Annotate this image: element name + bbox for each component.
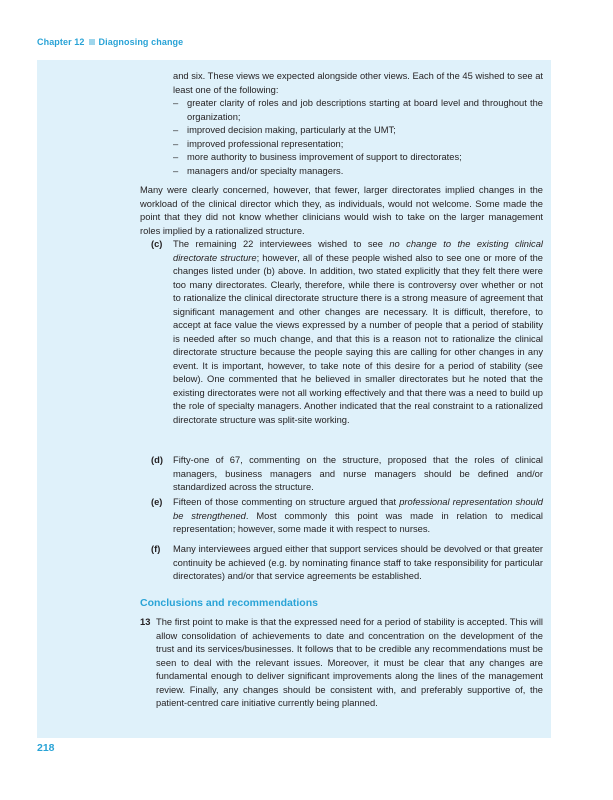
item-label: (c) — [151, 239, 163, 249]
chapter-title: Diagnosing change — [98, 37, 184, 47]
chapter-label: Chapter 12 — [37, 37, 85, 47]
list-item: – improved decision making, particularly at the UMT; — [173, 124, 543, 138]
intro-text: and six. These views we expected alongside other views. Each of the 45 wished to see at least one of the following: — [173, 71, 543, 95]
list-item: – greater clarity of roles and job descriptions starting at board level and throughout the organization; — [173, 97, 543, 124]
paragraph-number: 13 — [140, 617, 151, 627]
list-item: – managers and/or specialty managers. — [173, 165, 543, 179]
section-heading: Conclusions and recommendations — [140, 597, 318, 609]
square-separator-icon — [89, 39, 95, 45]
list-item-d: (d) Fifty-one of 67, commenting on the structure, proposed that the roles of clinical managers, business managers and nurse managers should be defined and/or standardized across the structure. — [151, 455, 543, 492]
list-item-e: (e) Fifteen of those commenting on structure argued that professional representation should be strengthened. Most commonly this point was made in relation to medical representation; however, some made it with respect to nurses. — [151, 497, 543, 534]
list-item-f: (f) Many interviewees argued either that support services should be devolved or that greater continuity be achieved (e.g. by nominating finance staff to take responsibility for particular directorates) and/or that service agreements be established. — [151, 544, 543, 581]
numbered-paragraph — [140, 616, 543, 711]
intro-block — [173, 70, 543, 178]
item-label: (d) — [151, 455, 163, 465]
page-number: 218 — [37, 742, 55, 754]
list-item: – more authority to business improvement of support to directorates; — [173, 151, 543, 165]
list-item: – improved professional representation; — [173, 138, 543, 152]
running-header — [37, 37, 183, 47]
item-label: (f) — [151, 544, 161, 554]
paragraph: Many were clearly concerned, however, that fewer, larger directorates implied changes in the workload of the clinical director which they, as individuals, would not welcome. Some made the point that they did not know whether clinicians would wish to take on the larger management roles implied by a rationalized structure. — [140, 185, 543, 236]
paragraph-text: The first point to make is that the expressed need for a period of stability is accepted. This will allow consolidation of achievements to date and concentration on the development of the trust and its services/businesses. It follows that to be credible any recommendations must be seen to deal with the relevant issues. Moreover, it must be clear that any changes are fundamental enough to deliver significant improvements along the lines of the management review. Finally, any changes should be consistent with, and preferably supportive of, the patient-centred care initiative currently being planned. — [156, 617, 543, 708]
item-label: (e) — [151, 497, 163, 507]
list-item-c: (c) The remaining 22 interviewees wished to see no change to the existing clinical directorate structure; however, all of these people wished also to see one or more of the changes listed under (b) above. In addition, two stated explicitly that they felt there were too many directorates. Clearly, therefore, while there is controversy over whether or not to rationalize the clinical directorate structure there is a strong measure of agreement that significant management and other changes are necessary. It is difficult, therefore, to accept at face value the views expressed by a number of people that a period of stability is needed after so much change, and that this is a reason not to rationalize the clinical directorate structure because the people saying this are calling for other changes in any event. It is important, however, to take note of this desire for a period of stability (see below). One commented that he believed in smaller directorates but he noted that the existing directorates were not all working effectively and that there was a need to build up the role of specialty managers. Another indicated that the real constraint to a rationalized directorate structure was split-site working. — [151, 239, 543, 425]
